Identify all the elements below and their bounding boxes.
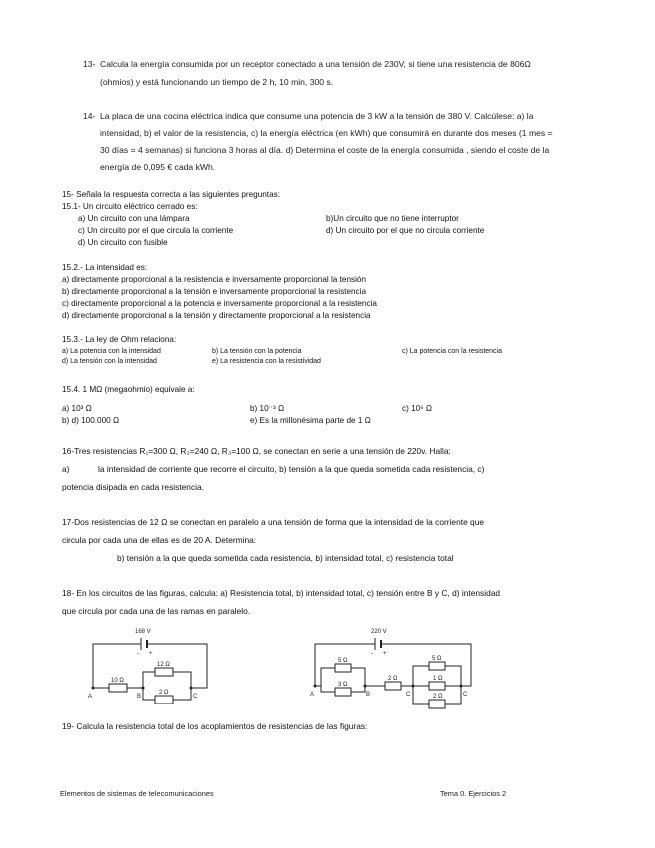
q15-3-option-e: e) La resistencia con la resistividad — [212, 358, 321, 365]
circuit1-node-c: C — [193, 694, 198, 700]
problem-14-line-3: 30 días = 4 semanas) si funciona 3 horas al día. d) Determina el coste de la energía consumida , siendo el coste de la — [100, 145, 550, 155]
problem-14-line-1: La placa de una cocina eléctrica indica que consume una potencia de 3 kW a la tensión de 380 V. Calcúlese: a) la — [100, 111, 534, 121]
circuit2-r-left-top: 5 Ω — [338, 658, 348, 664]
node-a-dot — [92, 687, 95, 690]
footer-left: Elementos de sistemas de telecomunicaciones — [60, 789, 214, 798]
problem-13-line-1: Calcula la energía consumida por un receptor conectado a una tensión de 230V, si tiene una resistencia de 806Ω — [100, 59, 531, 69]
circuit2-r-middle: 2 Ω — [388, 676, 398, 682]
circuit2-node-b: B — [366, 692, 371, 698]
circuit-diagram-2 — [305, 622, 480, 710]
q15-4-option-c: c) 10⁶ Ω — [402, 404, 432, 413]
problem-16-line-1: 16-Tres resistencias R₁=300 Ω, R₂=240 Ω, R₃=100 Ω, se conectan en serie a una tensión de 220v. Halla: — [62, 446, 451, 456]
circuit1-plus: + — [149, 651, 153, 657]
q15-1-option-e: d) Un circuito con fusible — [78, 238, 168, 247]
q15-1-title: 15.1- Un circuito eléctrico cerrado es: — [62, 202, 198, 211]
node-c-dot — [190, 687, 193, 690]
problem-18-line-2: que circula por cada una de las ramas en paralelo. — [62, 606, 251, 616]
problem-16-line-2: la intensidad de corriente que recorre el circuito, b) tensión a la que queda sometida cada resistencia, c) — [98, 464, 485, 474]
q15-2-option-a: a) directamente proporcional a la resistencia e inversamente proporcional la tensión — [62, 275, 367, 284]
q15-3-option-d: d) La tensión con la intensidad — [62, 358, 157, 365]
node-b-dot — [364, 685, 367, 688]
circuit2-plus: + — [383, 651, 387, 657]
q15-2-title: 15.2.- La intensidad es: — [62, 263, 148, 272]
problem-14-line-4: energía de 0,095 € cada kWh. — [100, 162, 216, 172]
q15-3-option-c: c) La potencia con la resistencia — [402, 348, 502, 355]
circuit2-r-right-top: 5 Ω — [432, 656, 442, 662]
q15-3-option-a: a) La potencia con la intensidad — [62, 348, 161, 355]
q15-4-title: 15.4. 1 MΩ (megaohmio) equivale a: — [62, 385, 195, 394]
problem-13-number: 13- — [83, 59, 96, 69]
q15-4-option-d: b) d) 100.000 Ω — [62, 416, 120, 425]
q15-1-option-b: b)Un circuito que no tiene interruptor — [326, 214, 459, 223]
q15-1-option-d: d) Un circuito por el que no circula corriente — [326, 226, 485, 235]
q15-1-option-a: a) Un circuito con una lámpara — [78, 214, 190, 223]
q15-4-option-b: b) 10⁻³ Ω — [250, 404, 285, 413]
circuit2-r-right-mid: 1 Ω — [433, 676, 443, 682]
circuit2-node-c2: C — [463, 692, 468, 698]
circuit1-voltage: 168 V — [135, 629, 151, 635]
q15-4-option-e: e) Es la millonésima parte de 1 Ω — [250, 416, 371, 425]
footer-right: Tema 0. Ejercicios 2 — [440, 789, 507, 798]
q15-2-option-c: c) directamente proporcional a la potencia e inversamente proporcional a la resistencia — [62, 299, 377, 308]
q15-2-option-d: d) directamente proporcional a la tensión y directamente proporcional a la resistencia — [62, 311, 371, 320]
q15-3-option-b: b) La tensión con la potencia — [212, 348, 302, 355]
circuit1-r-bottom: 2 Ω — [159, 690, 169, 696]
problem-15-heading: 15- Señala la respuesta correcta a las siguientes preguntas: — [62, 190, 281, 199]
circuit1-node-b: B — [137, 694, 142, 700]
circuit2-r-left-bottom: 3 Ω — [338, 682, 348, 688]
circuit1-node-a: A — [88, 694, 93, 700]
node-b-dot — [142, 687, 145, 690]
circuit2-minus: - — [371, 651, 373, 657]
problem-14-line-2: intensidad, b) el valor de la resistencia, c) la energía eléctrica (en kWh) que consumirá en durante dos meses (1 mes = — [100, 128, 553, 138]
circuit1-minus: - — [137, 651, 139, 657]
problem-19-line-1: 19- Calcula la resistencia total de los acoplamientos de resistencias de las figuras: — [62, 721, 368, 731]
problem-18-line-1: 18- En los circuitos de las figuras, calcula: a) Resistencia total, b) intensidad total, c) tensión entre B y C, d) intensidad — [62, 588, 501, 598]
problem-17-line-3: b) tensión a la que queda sometida cada resistencia, b) intensidad total, c) resistencia total — [117, 553, 454, 563]
q15-3-title: 15.3.- La ley de Ohm relaciona: — [62, 335, 177, 344]
problem-13-line-2: (ohmios) y está funcionando un tiempo de 2 h, 10 min, 300 s. — [100, 77, 334, 87]
circuit2-node-a: A — [310, 692, 315, 698]
problem-17-line-1: 17-Dos resistencias de 12 Ω se conectan en paralelo a una tensión de forma que la intensidad de la corriente que — [62, 517, 485, 527]
node-a-dot — [314, 685, 317, 688]
circuit2-r-right-bottom: 2 Ω — [433, 694, 443, 700]
circuit1-r-top: 12 Ω — [157, 662, 170, 668]
circuit2-node-c1: C — [406, 692, 411, 698]
circuit1-r-series: 10 Ω — [111, 678, 124, 684]
q15-1-option-c: c) Un circuito por el que circula la corriente — [78, 226, 234, 235]
circuit2-voltage: 220 V — [371, 629, 387, 635]
q15-2-option-b: b) directamente proporcional a la tensión e inversamente proporcional la resistencia — [62, 287, 367, 296]
problem-16-line-3: potencia disipada en cada resistencia. — [62, 482, 205, 492]
problem-14-number: 14- — [83, 111, 96, 121]
node-c-dot — [412, 685, 415, 688]
problem-16-label-a: a) — [62, 464, 70, 474]
problem-17-line-2: circula por cada una de ellas es de 20 A. Determina: — [62, 535, 257, 545]
q15-4-option-a: a) 10³ Ω — [62, 404, 92, 413]
node-c-dot-right — [460, 685, 463, 688]
circuit-diagram-1 — [85, 622, 215, 704]
